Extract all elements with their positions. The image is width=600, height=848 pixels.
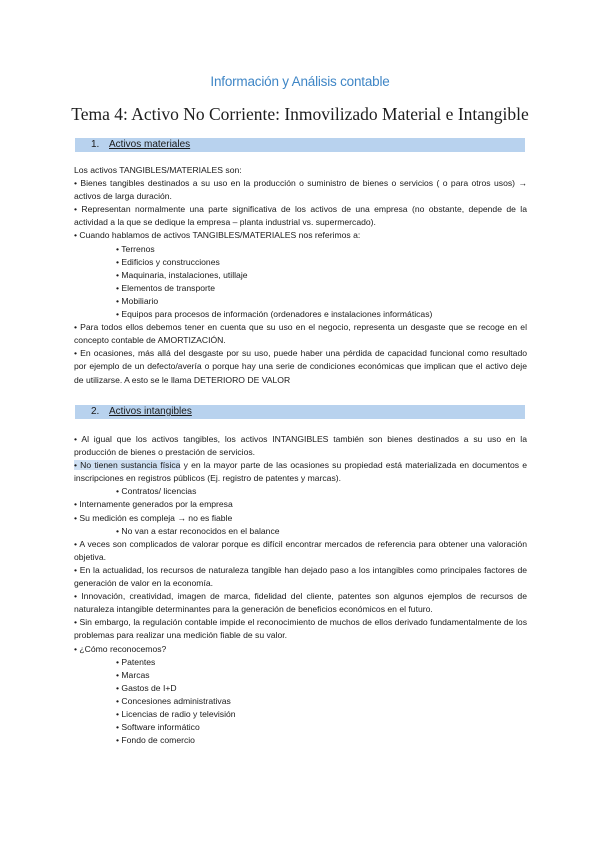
list-item: • Contratos/ licencias (116, 486, 197, 497)
paragraph: • Su medición es compleja → no es fiable (74, 512, 233, 523)
list-item: • Edificios y construcciones (116, 256, 220, 267)
list-item: • Concesiones administrativas (116, 695, 231, 706)
paragraph: • Al igual que los activos tangibles, los activos INTANGIBLES también son bienes destinados a su uso en la producción de bienes o prestación de servicios. (74, 434, 527, 458)
paragraph: • A veces son complicados de valorar porque es difícil encontrar mercados de referencia para obtener una valoración objetiva. (74, 538, 527, 562)
list-item: • Maquinaria, instalaciones, utillaje (116, 269, 248, 280)
paragraph: • Cuando hablamos de activos TANGIBLES/MATERIALES nos referimos a: (74, 230, 361, 241)
list-item: • Equipos para procesos de información (ordenadores e instalaciones informáticas) (116, 309, 433, 320)
section-1-heading (75, 138, 525, 152)
paragraph: • Internamente generados por la empresa (74, 499, 233, 510)
list-item: • Gastos de I+D (116, 682, 177, 693)
list-item: • Terrenos (116, 243, 155, 254)
section-1-body (74, 164, 527, 387)
paragraph: • Bienes tangibles destinados a su uso en la producción o suministro de bienes o servicios ( o para otros usos) → activos de larga duración. (74, 178, 527, 202)
highlighted-text: • No tienen sustancia física (74, 460, 181, 471)
paragraph: • En la actualidad, los recursos de naturaleza tangible han dejado paso a los intangibles como principales factores de generación de valor en la economía. (74, 564, 527, 589)
list-item: • Licencias de radio y televisión (116, 708, 236, 719)
section-1-title: Activos materiales (109, 139, 191, 150)
list-item: • Patentes (116, 656, 156, 667)
list-item: • Marcas (116, 669, 150, 680)
list-item: • Mobiliario (116, 295, 159, 306)
paragraph: • Representan normalmente una parte significativa de los activos de una empresa (no obstante, depende de la actividad a la que se dedique la empresa – planta industrial vs. supermercado). (74, 204, 527, 228)
paragraph: • En ocasiones, más allá del desgaste por su uso, puede haber una pérdida de capacidad funcional como resultado por ejemplo de un defecto/avería o porque hay una serie de condiciones económicas que implican que el activo deje de utilizarse. A esto se le llama DETERIORO DE VALOR (74, 348, 527, 385)
paragraph (74, 459, 527, 485)
list-item: • Elementos de transporte (116, 282, 216, 293)
section-2-title: Activos intangibles (109, 406, 192, 417)
list-item: • Software informático (116, 722, 200, 733)
paragraph: • ¿Cómo reconocemos? (74, 643, 167, 654)
section-1-number: 1. (91, 139, 100, 150)
paragraph: • Innovación, creatividad, imagen de marca, fidelidad del cliente, patentes son algunos ejemplos de recursos de naturaleza intangible determinantes para la generación de beneficios económicos en el futuro. (74, 591, 527, 615)
paragraph-text: y en la mayor parte de las ocasiones su propiedad está materializada en documentos e inscripciones en registros públicos (Ej. registro de patentes y marcas). (74, 460, 527, 484)
paragraph: • Sin embargo, la regulación contable impide el reconocimiento de muchos de ellos derivado fundamentalmente de los problemas para realizar una medición fiable de su valor. (74, 617, 527, 641)
section-1-intro: Los activos TANGIBLES/MATERIALES son: (74, 165, 242, 175)
course-title: Información y Análisis contable (210, 74, 390, 89)
paragraph: • Para todos ellos debemos tener en cuenta que su uso en el negocio, representa un desgaste que se recoge en el concepto contable de AMORTIZACIÓN. (74, 322, 527, 346)
section-2-number: 2. (91, 406, 100, 417)
section-2-body (74, 433, 527, 747)
list-item: • Fondo de comercio (116, 735, 195, 746)
section-2-heading (75, 405, 525, 419)
list-item: • No van a estar reconocidos en el balance (116, 525, 280, 536)
document-title: Tema 4: Activo No Corriente: Inmovilizado Material e Intangible (71, 104, 529, 124)
